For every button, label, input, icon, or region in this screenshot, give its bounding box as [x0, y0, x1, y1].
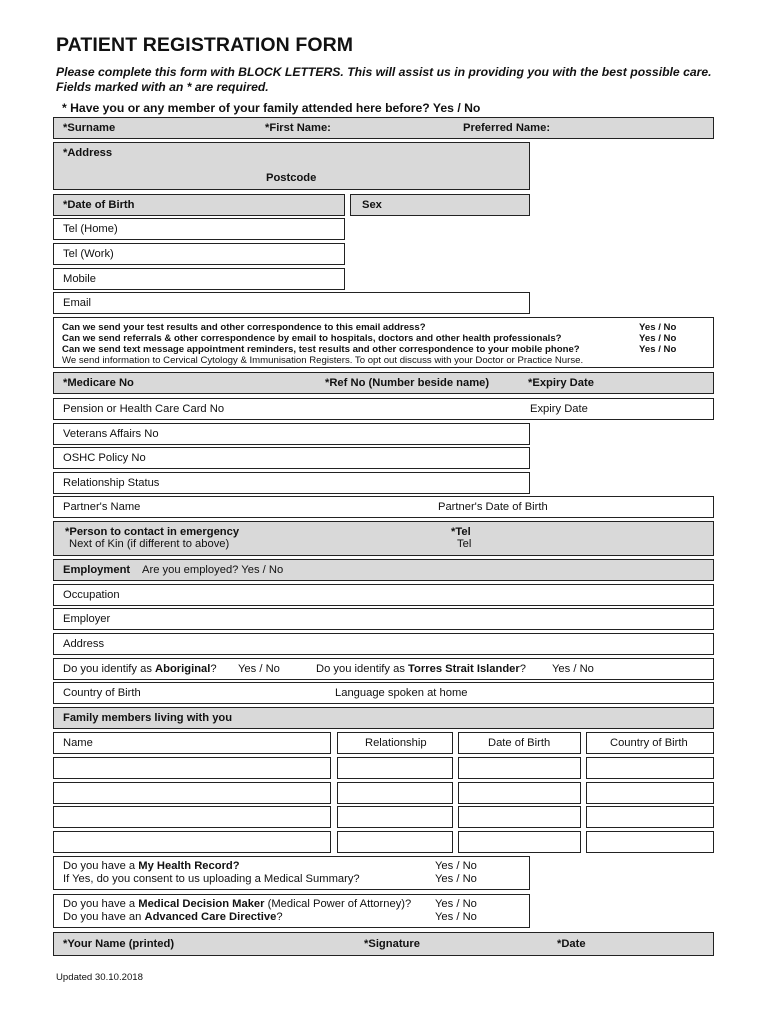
family-row-1-name[interactable] — [53, 757, 331, 779]
emergency-tel-label: *Tel — [451, 526, 471, 538]
email-field[interactable] — [53, 292, 530, 314]
torres-strait-question: Do you identify as Torres Strait Islander? — [316, 663, 526, 675]
family-col-dob — [458, 732, 581, 754]
family-col-dob-label: Date of Birth — [488, 737, 551, 749]
aboriginal-answer[interactable]: Yes / No — [238, 663, 280, 675]
email-label: Email — [63, 297, 91, 309]
relationship-status-label: Relationship Status — [63, 477, 160, 489]
employment-question: Are you employed? Yes / No — [142, 564, 284, 576]
family-row-2-relationship[interactable] — [337, 782, 453, 804]
family-row-3-relationship[interactable] — [337, 806, 453, 828]
language-label: Language spoken at home — [335, 687, 468, 699]
signature-label: *Signature — [364, 938, 420, 950]
family-row-1-dob[interactable] — [458, 757, 581, 779]
family-header — [53, 707, 714, 729]
employer-field[interactable] — [53, 608, 714, 630]
veterans-label: Veterans Affairs No — [63, 428, 159, 440]
partner-row[interactable] — [53, 496, 714, 518]
page-title: PATIENT REGISTRATION FORM — [56, 34, 354, 56]
family-row-4-relationship[interactable] — [337, 831, 453, 853]
family-row-1-relationship[interactable] — [337, 757, 453, 779]
occupation-label: Occupation — [63, 589, 120, 601]
medical-summary-answer[interactable]: Yes / No — [435, 873, 477, 885]
decision-maker-question: Do you have a Medical Decision Maker (Medical Power of Attorney)? — [63, 898, 412, 910]
intro-text: Please complete this form with BLOCK LETTERS. This will assist us in providing you with the best possible care. Fields marked with an * are required. — [56, 65, 712, 94]
oshc-field[interactable] — [53, 447, 530, 469]
decision-maker-answer[interactable]: Yes / No — [435, 898, 477, 910]
medicare-label: *Medicare No — [63, 377, 134, 389]
first-name-label: *First Name: — [265, 122, 331, 134]
birth-language-row[interactable] — [53, 682, 714, 704]
emergency-contact-label: *Person to contact in emergency — [65, 526, 240, 538]
pension-label: Pension or Health Care Card No — [63, 403, 225, 415]
country-of-birth-label: Country of Birth — [63, 687, 141, 699]
mobile-field[interactable] — [53, 268, 345, 290]
partner-name-label: Partner's Name — [63, 501, 141, 513]
preferred-name-label: Preferred Name: — [463, 122, 551, 134]
family-row-2-name[interactable] — [53, 782, 331, 804]
family-col-name-label: Name — [63, 737, 93, 749]
family-header-label: Family members living with you — [63, 712, 233, 724]
address-field[interactable] — [53, 142, 530, 190]
footer-updated: Updated 30.10.2018 — [56, 972, 143, 983]
consent-a2[interactable]: Yes / No — [639, 333, 677, 344]
your-name-label: *Your Name (printed) — [63, 938, 175, 950]
family-row-4-name[interactable] — [53, 831, 331, 853]
tel-work-label: Tel (Work) — [63, 248, 114, 260]
partner-dob-label: Partner's Date of Birth — [438, 501, 548, 513]
family-row-3-country[interactable] — [586, 806, 714, 828]
family-col-name — [53, 732, 331, 754]
postcode-label: Postcode — [266, 172, 317, 184]
family-col-country — [586, 732, 714, 754]
address-label: *Address — [63, 147, 113, 159]
employment-label: Employment — [63, 564, 131, 576]
employer-label: Employer — [63, 613, 111, 625]
health-record-question: Do you have a My Health Record? — [63, 860, 240, 872]
oshc-label: OSHC Policy No — [63, 452, 146, 464]
name-row[interactable] — [53, 117, 714, 139]
consent-q1: Can we send your test results and other correspondence to this email address? — [62, 322, 426, 333]
family-col-country-label: Country of Birth — [610, 737, 688, 749]
date-label: *Date — [557, 938, 586, 950]
ref-no-label: *Ref No (Number beside name) — [325, 377, 490, 389]
medical-summary-question: If Yes, do you consent to us uploading a Medical Summary? — [63, 873, 360, 885]
mobile-label: Mobile — [63, 273, 96, 285]
family-row-3-name[interactable] — [53, 806, 331, 828]
emergency-contact-row[interactable] — [53, 521, 714, 556]
family-col-relationship-label: Relationship — [365, 737, 427, 749]
medicare-expiry-label: *Expiry Date — [528, 377, 594, 389]
surname-label: *Surname — [63, 122, 116, 134]
pension-expiry-label: Expiry Date — [530, 403, 588, 415]
tel-home-label: Tel (Home) — [63, 223, 118, 235]
next-of-kin-label: Next of Kin (if different to above) — [69, 538, 230, 550]
aboriginal-question: Do you identify as Aboriginal? — [63, 663, 217, 675]
sex-label: Sex — [362, 199, 382, 211]
health-record-box[interactable] — [53, 856, 530, 890]
family-col-relationship — [337, 732, 453, 754]
tel-work-field[interactable] — [53, 243, 345, 265]
family-row-3-dob[interactable] — [458, 806, 581, 828]
medicare-row[interactable] — [53, 372, 714, 394]
care-directive-question: Do you have an Advanced Care Directive? — [63, 911, 283, 923]
care-directive-answer[interactable]: Yes / No — [435, 911, 477, 923]
family-row-4-country[interactable] — [586, 831, 714, 853]
veterans-field[interactable] — [53, 423, 530, 445]
dob-label: *Date of Birth — [63, 199, 135, 211]
consent-q2: Can we send referrals & other correspondence by email to hospitals, doctors and other health professionals? — [62, 333, 562, 344]
employer-address-field[interactable] — [53, 633, 714, 655]
occupation-field[interactable] — [53, 584, 714, 606]
pension-row[interactable] — [53, 398, 714, 420]
relationship-status-field[interactable] — [53, 472, 530, 494]
attended-question[interactable]: * Have you or any member of your family attended here before? Yes / No — [62, 101, 481, 115]
next-of-kin-tel-label: Tel — [457, 538, 472, 550]
consent-a3[interactable]: Yes / No — [639, 344, 677, 355]
dob-field[interactable] — [53, 194, 345, 216]
identity-row[interactable] — [53, 658, 714, 680]
consent-box — [53, 317, 714, 368]
signoff-row[interactable] — [53, 932, 714, 956]
tel-home-field[interactable] — [53, 218, 345, 240]
consent-note: We send information to Cervical Cytology & Immunisation Registers. To opt out discuss with your Doctor or Practice Nurse. — [62, 355, 584, 366]
employer-address-label: Address — [63, 638, 105, 650]
health-record-answer[interactable]: Yes / No — [435, 860, 477, 872]
consent-a1[interactable]: Yes / No — [639, 322, 677, 333]
consent-q3: Can we send text message appointment reminders, test results and other correspondence to your mobile phone? — [62, 344, 580, 355]
torres-strait-answer[interactable]: Yes / No — [552, 663, 594, 675]
family-row-1-country[interactable] — [586, 757, 714, 779]
family-row-2-dob[interactable] — [458, 782, 581, 804]
sex-field[interactable] — [350, 194, 530, 216]
employment-row[interactable] — [53, 559, 714, 581]
decision-maker-box[interactable] — [53, 894, 530, 928]
family-row-2-country[interactable] — [586, 782, 714, 804]
family-row-4-dob[interactable] — [458, 831, 581, 853]
